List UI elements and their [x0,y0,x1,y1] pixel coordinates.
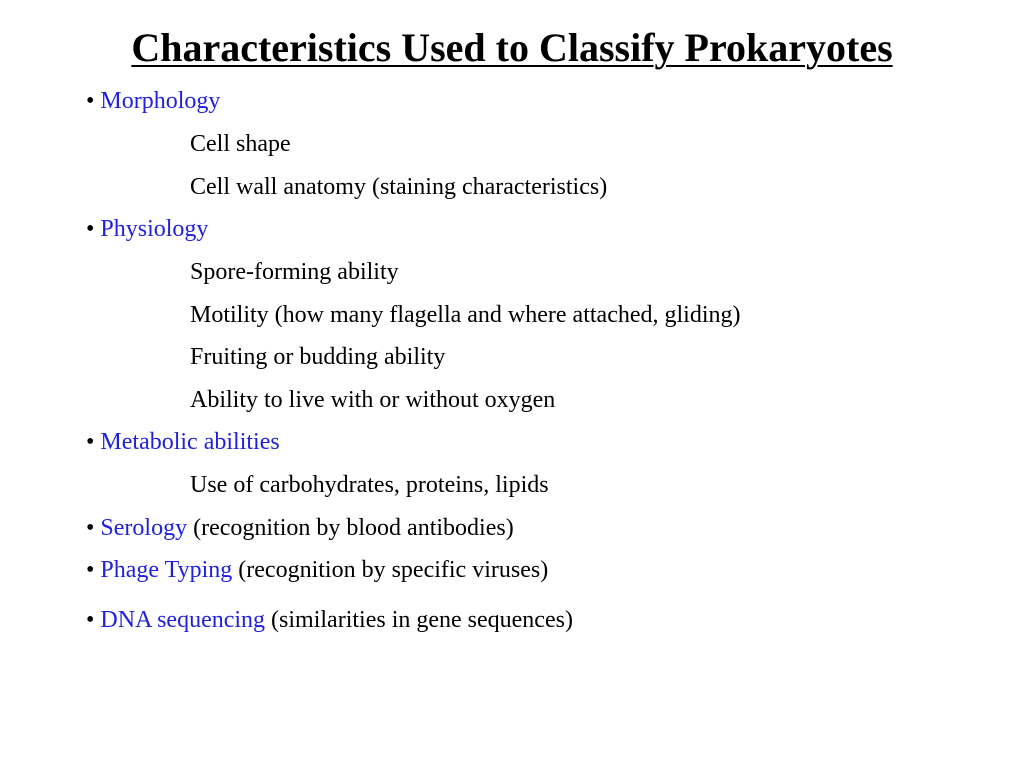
bullet-detail: (recognition by specific viruses) [238,557,549,583]
bullet-dot: • [86,429,95,455]
bullet-physiology [86,214,208,244]
bullet-dot: • [86,515,95,541]
bullet-detail: (recognition by blood antibodies) [193,515,514,541]
bullet-detail: (similarities in gene sequences) [271,607,573,633]
bullet-heading: Phage Typing [100,557,233,583]
bullet-serology [86,513,514,543]
bullet-heading: Physiology [100,216,209,242]
slide-title [0,22,1024,74]
bullet-heading: Metabolic abilities [100,429,280,455]
bullet-heading: DNA sequencing [100,607,266,633]
bullet-heading: Morphology [100,88,221,114]
sub-item: Motility (how many flagella and where attached, gliding) [190,302,741,328]
sub-item: Fruiting or budding ability [190,344,446,370]
sub-item: Ability to live with or without oxygen [190,387,556,413]
bullet-phage-typing [86,555,548,585]
bullet-dot: • [86,216,95,242]
bullet-metabolic-abilities [86,427,280,457]
bullet-heading: Serology [100,515,188,541]
sub-item: Use of carbohydrates, proteins, lipids [190,472,549,498]
slide-title-text: Characteristics Used to Classify Prokaryotes [131,25,893,70]
sub-item: Cell shape [190,131,291,157]
bullet-dot: • [86,88,95,114]
bullet-morphology [86,86,220,116]
bullet-dot: • [86,607,95,633]
sub-item: Cell wall anatomy (staining characteristics) [190,174,608,200]
bullet-dna-sequencing [86,605,573,635]
bullet-dot: • [86,557,95,583]
sub-item: Spore-forming ability [190,259,399,285]
